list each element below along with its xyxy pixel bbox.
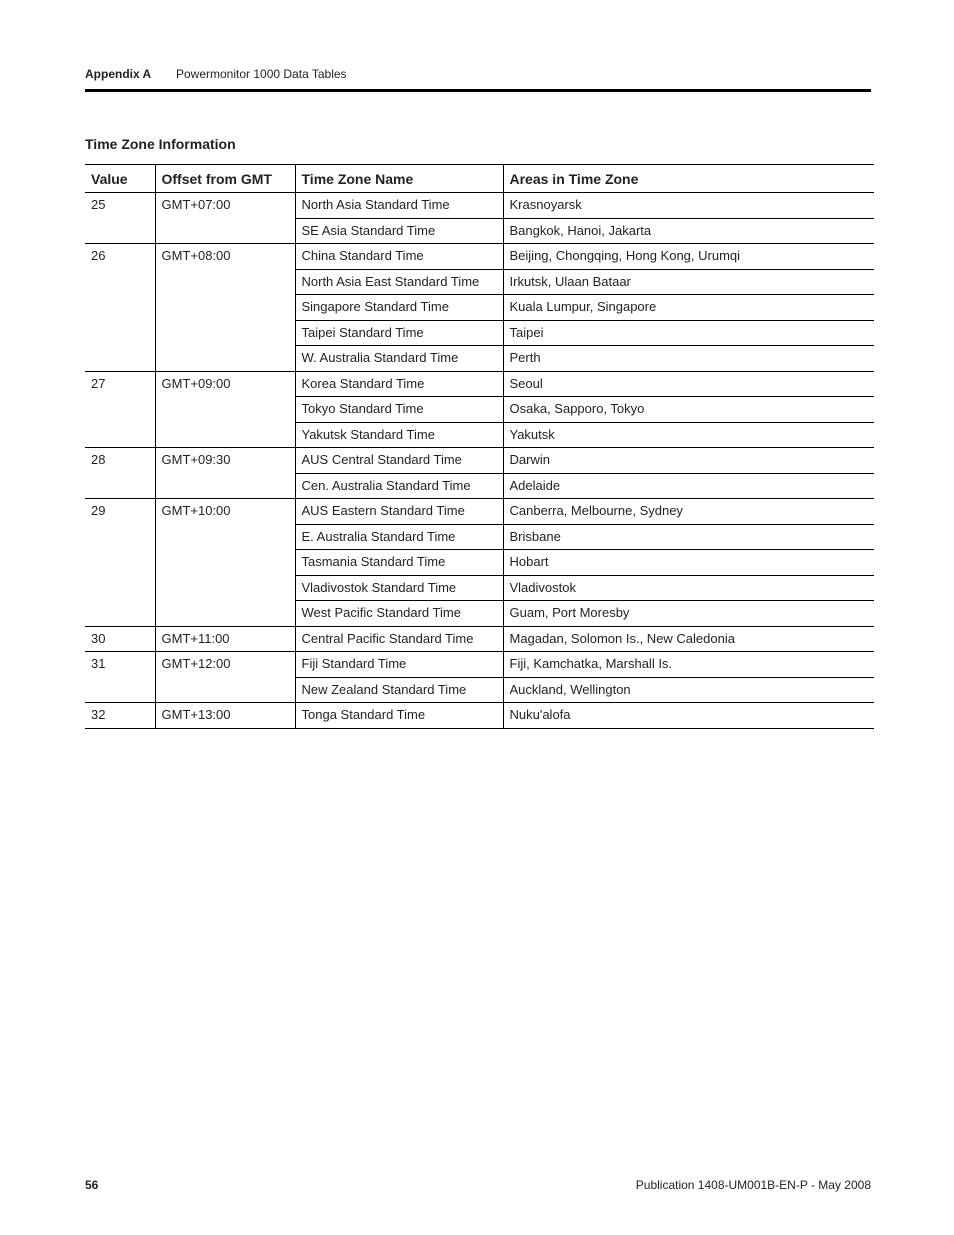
cell-zone-name: Yakutsk Standard Time — [295, 422, 503, 448]
cell-zone-name: Cen. Australia Standard Time — [295, 473, 503, 499]
cell-offset: GMT+07:00 — [155, 193, 295, 244]
cell-areas: Auckland, Wellington — [503, 677, 874, 703]
time-zone-table — [85, 164, 874, 729]
cell-zone-name: Korea Standard Time — [295, 371, 503, 397]
cell-offset: GMT+12:00 — [155, 652, 295, 703]
chapter-title: Powermonitor 1000 Data Tables — [176, 67, 347, 81]
cell-areas: Vladivostok — [503, 575, 874, 601]
cell-value: 32 — [85, 703, 155, 729]
cell-zone-name: North Asia Standard Time — [295, 193, 503, 219]
page-number: 56 — [85, 1178, 99, 1192]
table-title: Time Zone Information — [85, 136, 236, 152]
cell-areas: Osaka, Sapporo, Tokyo — [503, 397, 874, 423]
cell-zone-name: West Pacific Standard Time — [295, 601, 503, 627]
cell-zone-name: AUS Central Standard Time — [295, 448, 503, 474]
table-row — [85, 652, 874, 678]
table-body — [85, 193, 874, 729]
cell-areas: Nuku'alofa — [503, 703, 874, 729]
table-row — [85, 626, 874, 652]
cell-offset: GMT+11:00 — [155, 626, 295, 652]
cell-areas: Canberra, Melbourne, Sydney — [503, 499, 874, 525]
cell-zone-name: Tokyo Standard Time — [295, 397, 503, 423]
column-header-value: Value — [85, 165, 155, 193]
table-row — [85, 193, 874, 219]
cell-areas: Yakutsk — [503, 422, 874, 448]
cell-zone-name: North Asia East Standard Time — [295, 269, 503, 295]
cell-areas: Adelaide — [503, 473, 874, 499]
table-row — [85, 703, 874, 729]
publication-info: Publication 1408-UM001B-EN-P - May 2008 — [635, 1178, 871, 1192]
table-row — [85, 371, 874, 397]
column-header-areas: Areas in Time Zone — [503, 165, 874, 193]
cell-zone-name: New Zealand Standard Time — [295, 677, 503, 703]
cell-zone-name: W. Australia Standard Time — [295, 346, 503, 372]
cell-areas: Darwin — [503, 448, 874, 474]
cell-areas: Beijing, Chongqing, Hong Kong, Urumqi — [503, 244, 874, 270]
cell-value: 25 — [85, 193, 155, 244]
cell-areas: Perth — [503, 346, 874, 372]
cell-areas: Kuala Lumpur, Singapore — [503, 295, 874, 321]
cell-zone-name: Singapore Standard Time — [295, 295, 503, 321]
cell-offset: GMT+13:00 — [155, 703, 295, 729]
cell-zone-name: Vladivostok Standard Time — [295, 575, 503, 601]
cell-value: 31 — [85, 652, 155, 703]
cell-zone-name: AUS Eastern Standard Time — [295, 499, 503, 525]
cell-areas: Seoul — [503, 371, 874, 397]
cell-zone-name: Tonga Standard Time — [295, 703, 503, 729]
header-rule — [85, 89, 871, 92]
appendix-label: Appendix A — [85, 67, 152, 81]
cell-zone-name: Fiji Standard Time — [295, 652, 503, 678]
cell-areas: Fiji, Kamchatka, Marshall Is. — [503, 652, 874, 678]
cell-zone-name: Central Pacific Standard Time — [295, 626, 503, 652]
cell-offset: GMT+09:30 — [155, 448, 295, 499]
cell-zone-name: China Standard Time — [295, 244, 503, 270]
cell-areas: Brisbane — [503, 524, 874, 550]
column-header-offset: Offset from GMT — [155, 165, 295, 193]
cell-offset: GMT+10:00 — [155, 499, 295, 627]
cell-zone-name: Taipei Standard Time — [295, 320, 503, 346]
column-header-zone-name: Time Zone Name — [295, 165, 503, 193]
cell-areas: Taipei — [503, 320, 874, 346]
table-row — [85, 244, 874, 270]
cell-value: 28 — [85, 448, 155, 499]
cell-areas: Hobart — [503, 550, 874, 576]
cell-zone-name: SE Asia Standard Time — [295, 218, 503, 244]
cell-areas: Guam, Port Moresby — [503, 601, 874, 627]
table-header-row — [85, 165, 874, 193]
cell-areas: Krasnoyarsk — [503, 193, 874, 219]
cell-zone-name: Tasmania Standard Time — [295, 550, 503, 576]
cell-offset: GMT+09:00 — [155, 371, 295, 448]
table-row — [85, 448, 874, 474]
cell-areas: Bangkok, Hanoi, Jakarta — [503, 218, 874, 244]
cell-value: 26 — [85, 244, 155, 372]
cell-areas: Magadan, Solomon Is., New Caledonia — [503, 626, 874, 652]
cell-value: 30 — [85, 626, 155, 652]
table-row — [85, 499, 874, 525]
page-header — [85, 66, 871, 82]
cell-value: 27 — [85, 371, 155, 448]
cell-zone-name: E. Australia Standard Time — [295, 524, 503, 550]
cell-areas: Irkutsk, Ulaan Bataar — [503, 269, 874, 295]
cell-value: 29 — [85, 499, 155, 627]
cell-offset: GMT+08:00 — [155, 244, 295, 372]
